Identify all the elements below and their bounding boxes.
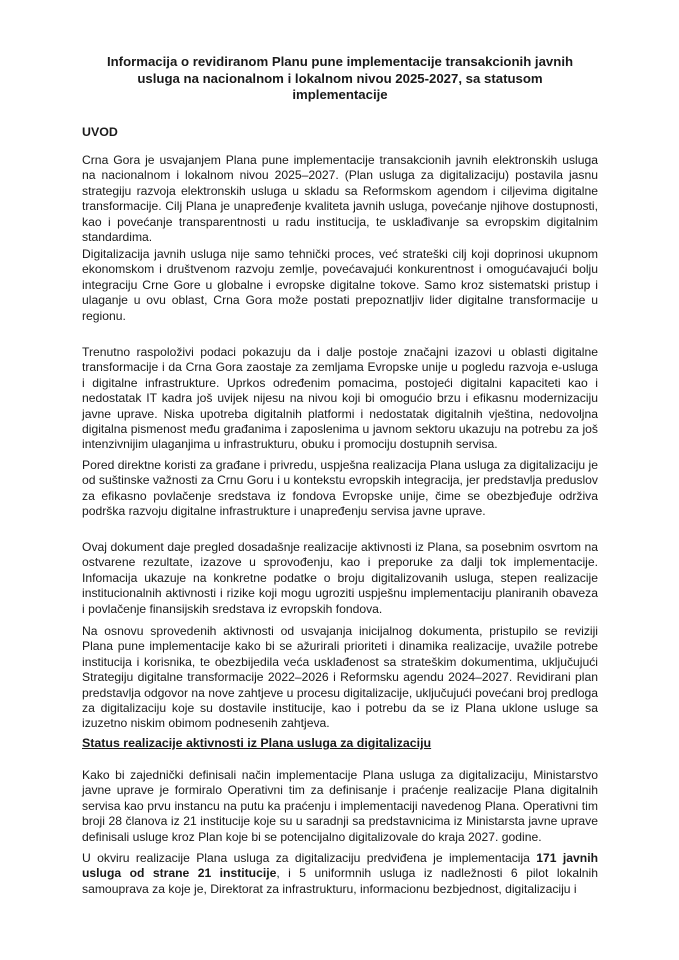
bold-highlight: 171 javnih usluga od strane 21 institucije [82, 851, 598, 881]
paragraph: Crna Gora je usvajanjem Plana pune implementacije transakcionih javnih elektronskih usluga na nacionalnom i lokalnom nivou 2025–2027. (Plan usluga za digitalizaciju) postavila jasnu strategiju razvoja elektronskih usluga u skladu sa Reformskom agendom i ciljevima digitalne transformacije. Cilj Plana je unapređenje kvaliteta javnih usluga, povećanje njihove dostupnosti, kao i povećanje transparentnosti u radu institucija, te usklađivanje sa evropskim digitalnim standardima. [82, 153, 598, 245]
document-title: Informacija o revidiranom Planu pune implementacije transakcionih javnih usluga na nacionalnom i lokalnom nivou 2025-2027, sa statusom implementacije [106, 54, 574, 102]
paragraph: Ovaj dokument daje pregled dosadašnje realizacije aktivnosti iz Plana, sa posebnim osvrtom na ostvarene rezultate, izazove u sprovođenju, kao i preporuke za dalji tok implementacije. Infomacija ukazuje na konkretne podatke o broju digitalizovanih usluga, stepen realizacije institucionalnih aktivnosti i rizike koji mogu ugroziti uspješnu implementaciju planiranih obaveza i povlačenje finansijskih sredstava iz evropskih fondova. [82, 540, 598, 616]
paragraph: Trenutno raspoloživi podaci pokazuju da i dalje postoje značajni izazovi u oblasti digitalne transformacije i da Crna Gora zaostaje za zemljama Evropske unije u pogledu razvoja e-usluga i digitalne infrastrukture. Uprkos određenim pomacima, postojeći digitalni kapaciteti kao i nedostatak IT kadra još uvijek nijesu na nivou koji bi omogućio brzu i efikasnu modernizaciju javne uprave. Niska upotreba digitalnih platformi i nedostatak digitalnih vještina, nedovoljna digitalna pismenost među građanima i zaposlenima u javnom sektoru ukazuju na potrebu za još intenzivnijim ulaganjima u infrastrukturu, obuku i promociju dostupnih servisa. [82, 345, 598, 452]
section-heading-status: Status realizacije aktivnosti iz Plana usluga za digitalizaciju [82, 736, 432, 750]
paragraph: Digitalizacija javnih usluga nije samo tehnički proces, već strateški cilj koji doprinosi ukupnom ekonomskom i društvenom razvoju zemlje, povećavajući konkurentnost i omogućavajući bolju integraciju Crne Gore u globalne i evropske digitalne tokove. Samo kroz sistematski pristup i ulaganje u ovu oblast, Crna Gora može postati prepoznatljiv lider digitalne transformacije u regionu. [82, 247, 598, 323]
section-heading-uvod: UVOD [82, 125, 118, 139]
text: U okviru realizacije Plana usluga za digitalizaciju predviđena je implementacija [82, 851, 537, 865]
text: , i 5 uniformnih usluga iz nadležnosti 6 pilot lokalnih samouprava za koje je, Direktorat za infrastrukturu, informacionu bezbjednost, digitalizaciju i [82, 866, 598, 896]
paragraph: Na osnovu sprovedenih aktivnosti od usvajanja inicijalnog dokumenta, pristupilo se reviziji Plana pune implementacije kako bi se ažurirali prioriteti i dinamika realizacije, uvažile potrebe institucija i korisnika, te obezbijedila veća usklađenost sa strateškim dokumentima, uključujući Strategiju digitalne transformacije 2022–2026 i Reformsku agendu 2024–2027. Revidirani plan predstavlja odgovor na nove zahtjeve u procesu digitalizacije, uključujući povećani broj predloga za digitalizaciju koje su dostavile institucije, kao i potrebu da se iz Plana uklone usluge sa izuzetno niskim obimom podnesenih zahtjeva. [82, 624, 598, 731]
paragraph-implementation [82, 851, 598, 897]
paragraph: Pored direktne koristi za građane i privredu, uspješna realizacija Plana usluga za digitalizaciju je od suštinske važnosti za Crnu Goru i u kontekstu evropskih integracija, jer predstavlja preduslov za efikasno povlačenje sredstava iz fondova Evropske unije, čime se obezbjeđuje održiva podrška razvoju digitalne infrastrukture i unapređenju servisa javne uprave. [82, 458, 598, 519]
paragraph: Kako bi zajednički definisali način implementacije Plana usluga za digitalizaciju, Ministarstvo javne uprave je formiralo Operativni tim za definisanje i praćenje realizacije Plana digitalnih servisa kao prvu instancu na putu ka praćenju i implementaciji navedenog Plana. Operativni tim broji 28 članova iz 21 institucije koje su u saradnji sa predstavnicima iz Ministarsta javne uprave definisali usluge kroz Plan koje bi se potencijalno digitalizovale do kraja 2027. godine. [82, 768, 598, 844]
